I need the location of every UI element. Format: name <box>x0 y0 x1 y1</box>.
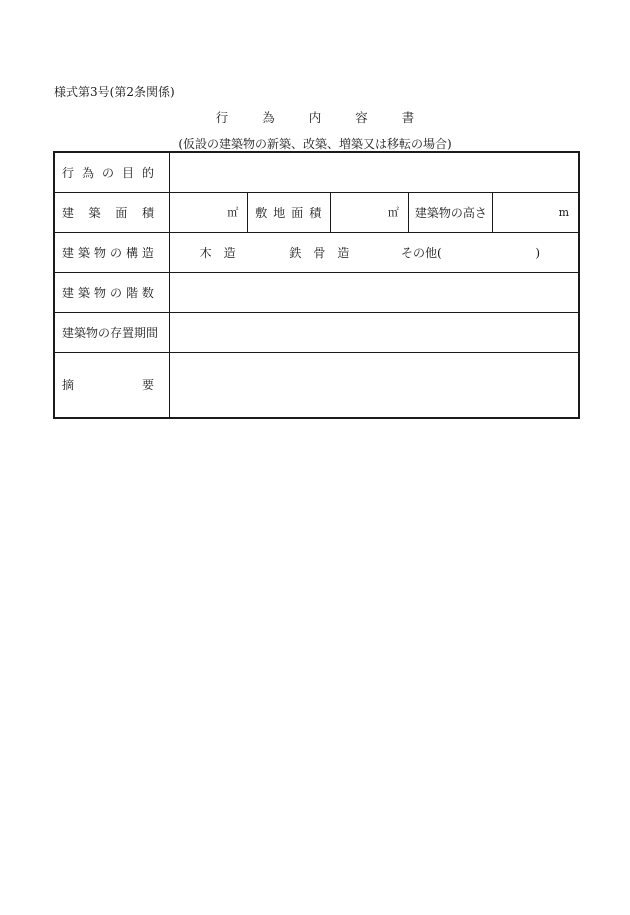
structure-option-other[interactable]: その他( <box>400 245 442 260</box>
remarks-field[interactable] <box>169 352 579 418</box>
area-row <box>54 192 579 232</box>
structure-option-wood[interactable]: 木 造 <box>199 245 236 260</box>
structure-row <box>54 232 579 272</box>
title-char: 行 <box>215 110 229 125</box>
site-area-field[interactable] <box>331 192 409 232</box>
form-number: 様式第3号(第2条関係) <box>54 85 175 99</box>
building-area-label: 建 築 面 積 <box>54 192 169 232</box>
structure-label: 建 築 物 の 構 造 <box>54 232 169 272</box>
floors-row <box>54 272 579 312</box>
document-subtitle: (仮設の建築物の新築、改築、増築又は移転の場合) <box>178 137 452 151</box>
height-label: 建築物の高さ <box>408 192 492 232</box>
title-char: 内 <box>308 110 322 125</box>
document-title <box>0 108 630 126</box>
site-area-unit: ㎡ <box>387 206 399 219</box>
period-row <box>54 312 579 352</box>
floors-field[interactable] <box>169 272 579 312</box>
structure-option-other-close: ) <box>535 245 541 260</box>
height-field[interactable] <box>493 192 579 232</box>
structure-options <box>169 232 579 272</box>
period-label: 建築物の存置期間 <box>54 312 169 352</box>
purpose-field[interactable] <box>169 152 579 192</box>
title-char: 為 <box>262 110 275 125</box>
site-area-label: 敷 地 面 積 <box>248 192 331 232</box>
purpose-row <box>54 152 579 192</box>
remarks-label: 摘 要 <box>54 352 169 418</box>
height-unit: m <box>558 205 569 219</box>
form-table <box>53 151 580 419</box>
period-field[interactable] <box>169 312 579 352</box>
structure-option-steel[interactable]: 鉄 骨 造 <box>289 245 350 260</box>
building-area-field[interactable] <box>169 192 248 232</box>
floors-label: 建 築 物 の 階 数 <box>54 272 169 312</box>
title-char: 容 <box>355 110 368 125</box>
title-char: 書 <box>401 110 415 125</box>
remarks-row <box>54 352 579 418</box>
purpose-label: 行 為 の 目 的 <box>54 152 169 192</box>
area-unit: ㎡ <box>227 206 239 219</box>
